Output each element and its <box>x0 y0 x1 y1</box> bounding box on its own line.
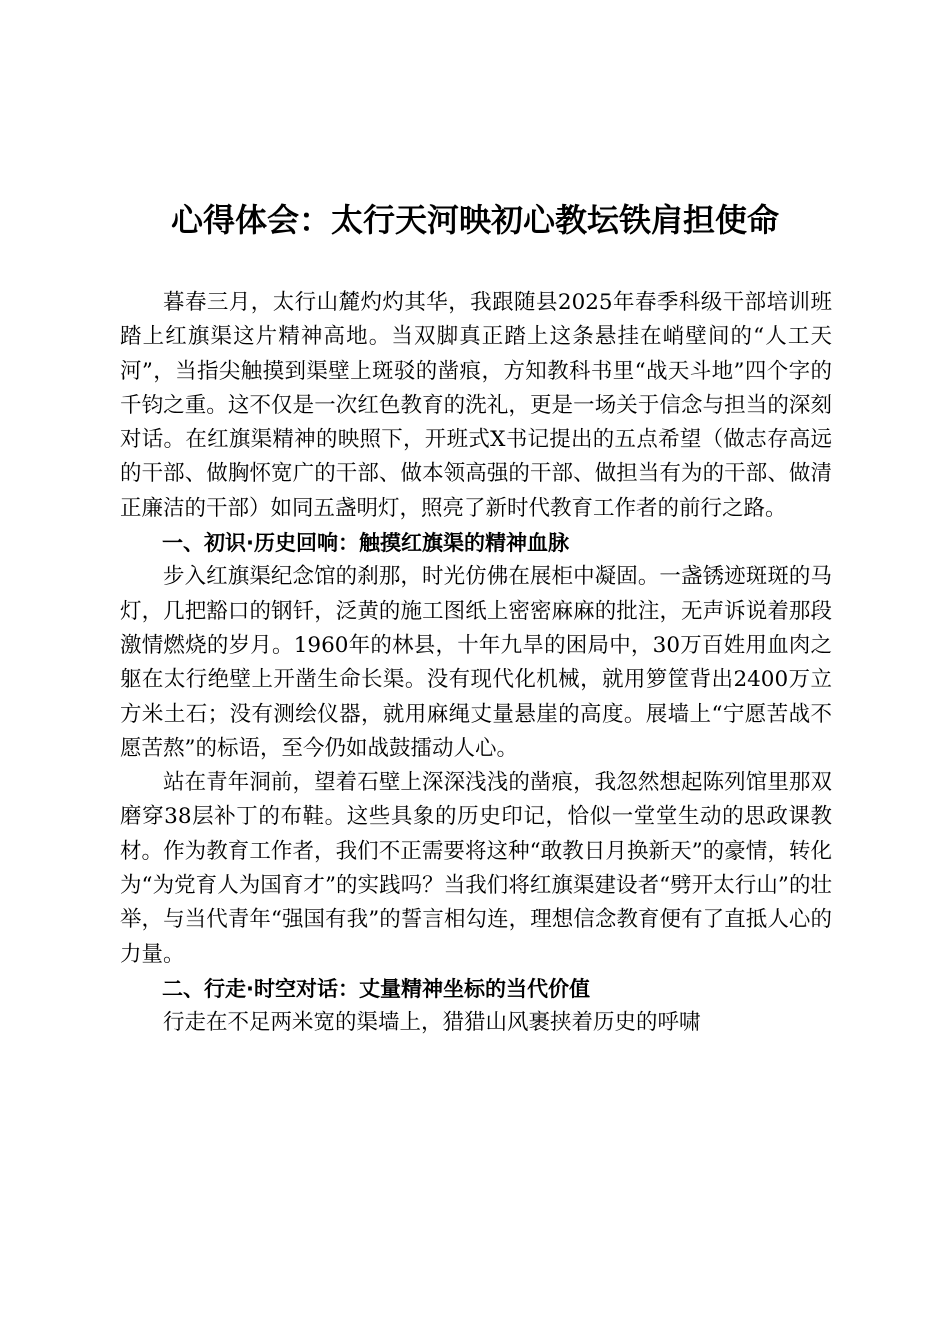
section-heading-2: 二、行走·时空对话：丈量精神坐标的当代价值 <box>162 976 590 1001</box>
document-title: 心得体会：太行天河映初心教坛铁肩担使命 <box>170 201 779 239</box>
document-body <box>120 286 832 1041</box>
section-2-paragraph-1: 行走在不足两米宽的渠墙上，猎猎山风裹挟着历史的呼啸 <box>163 1010 701 1036</box>
section-1-paragraph-1: 步入红旗渠纪念馆的刹那，时光仿佛在展柜中凝固。一盏锈迹斑斑的马灯，几把豁口的钢钎，泛黄的施工图纸上密密麻麻的批注，无声诉说着那段激情燃烧的岁月。1960年的林县，十年九旱的困局中，30万百姓用血肉之躯在太行绝壁上开凿生命长渠。没有现代化机械，就用箩筐背出2400万立方米土石；没有测绘仪器，就用麻绳丈量悬崖的高度。展墙上“宁愿苦战不愿苦熬”的标语，至今仍如战鼓擂动人心。 <box>120 564 832 761</box>
section-1-paragraph-2: 站在青年洞前，望着石壁上深深浅浅的凿痕，我忽然想起陈列馆里那双磨穿38层补丁的布鞋。这些具象的历史印记，恰似一堂堂生动的思政课教材。作为教育工作者，我们不正需要将这种“敢教日月换新天”的豪情，转化为“为党育人为国育才”的实践吗？当我们将红旗渠建设者“劈开太行山”的壮举，与当代青年“强国有我”的誓言相勾连，理想信念教育便有了直抵人心的力量。 <box>120 770 832 967</box>
section-heading-1: 一、初识·历史回响：触摸红旗渠的精神血脉 <box>162 531 569 556</box>
intro-paragraph: 暮春三月，太行山麓灼灼其华，我跟随县2025年春季科级干部培训班踏上红旗渠这片精神高地。当双脚真正踏上这条悬挂在峭壁间的“人工天河”，当指尖触摸到渠壁上斑驳的凿痕，方知教科书里“战天斗地”四个字的千钧之重。这不仅是一次红色教育的洗礼，更是一场关于信念与担当的深刻对话。在红旗渠精神的映照下，开班式X书记提出的五点希望（做志存高远的干部、做胸怀宽广的干部、做本领高强的干部、做担当有为的干部、做清正廉洁的干部）如同五盏明灯，照亮了新时代教育工作者的前行之路。 <box>120 290 832 521</box>
